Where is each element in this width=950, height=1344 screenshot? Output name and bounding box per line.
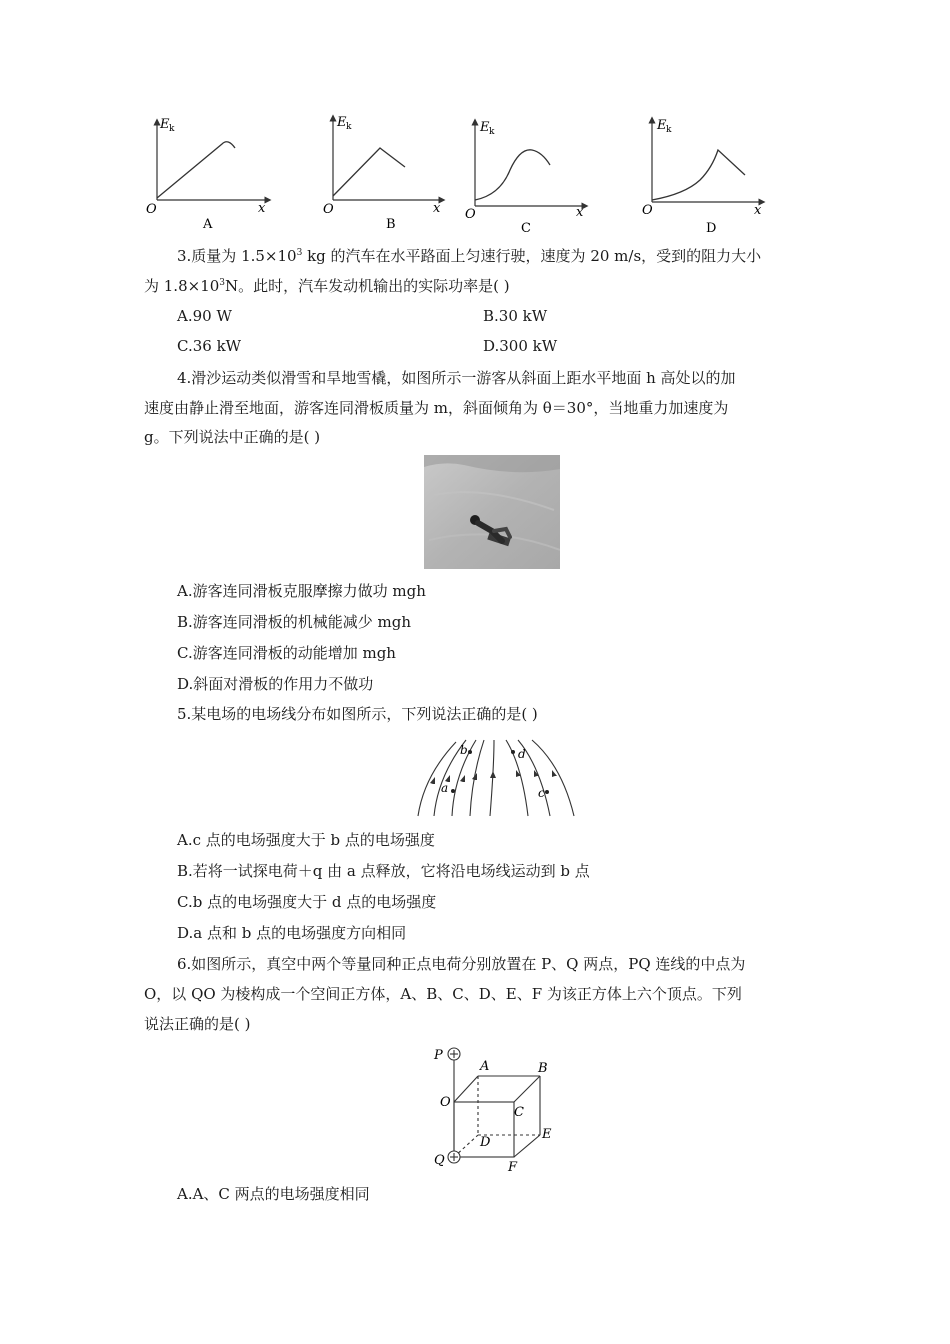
graph-c-origin: O bbox=[465, 207, 476, 222]
label-c-vertex: C bbox=[514, 1105, 524, 1120]
q3-line1-sup: 3 bbox=[296, 248, 303, 258]
graph-b-caption: B bbox=[386, 217, 396, 232]
label-p: P bbox=[434, 1048, 443, 1063]
label-e-vertex: E bbox=[542, 1127, 552, 1142]
label-a-vertex: A bbox=[480, 1059, 490, 1074]
graph-b-ysub: k bbox=[346, 122, 352, 132]
graph-b-origin: O bbox=[323, 202, 334, 217]
graph-d-ysub: k bbox=[666, 125, 672, 135]
graph-a-xlabel: x bbox=[258, 201, 266, 216]
q4-option-d: D.斜面对滑板的作用力不做功 bbox=[177, 675, 374, 693]
electric-field-lines-figure bbox=[412, 736, 584, 818]
graph-b-xlabel: x bbox=[433, 201, 441, 216]
q6-option-a: A.A、C 两点的电场强度相同 bbox=[177, 1185, 370, 1203]
point-a bbox=[451, 789, 455, 793]
graph-c-ysub: k bbox=[489, 127, 495, 137]
graph-d-xlabel: x bbox=[754, 203, 762, 218]
q3-option-d: D.300 kW bbox=[483, 337, 558, 355]
label-d: d bbox=[518, 747, 526, 761]
label-a: a bbox=[441, 781, 449, 795]
graph-a-origin: O bbox=[146, 202, 157, 217]
graph-a-ysub: k bbox=[169, 124, 175, 134]
label-b: b bbox=[460, 743, 468, 757]
graph-c-ylabel: E bbox=[480, 120, 490, 135]
point-c bbox=[545, 790, 549, 794]
q4-option-a: A.游客连同滑板克服摩擦力做功 mgh bbox=[177, 582, 426, 600]
q4-option-c: C.游客连同滑板的动能增加 mgh bbox=[177, 644, 396, 662]
graph-c-xlabel: x bbox=[576, 205, 584, 220]
label-b-vertex: B bbox=[538, 1061, 548, 1076]
ek-x-graphs-figure bbox=[140, 110, 780, 240]
q4-line-1: 4.滑沙运动类似滑雪和旱地雪橇，如图所示一游客从斜面上距水平地面 h 高处以的加 bbox=[177, 369, 736, 387]
graph-b bbox=[323, 115, 442, 232]
q4-line-3: g。下列说法中正确的是( ) bbox=[144, 428, 321, 446]
graph-d-caption: D bbox=[706, 221, 717, 236]
q3-line2-sup: 3 bbox=[219, 278, 226, 288]
graph-a bbox=[146, 117, 268, 232]
graph-d-origin: O bbox=[642, 203, 653, 218]
q3-option-c: C.36 kW bbox=[177, 337, 242, 355]
q4-option-b: B.游客连同滑板的机械能减少 mgh bbox=[177, 613, 412, 631]
q5-line-1: 5.某电场的电场线分布如图所示，下列说法正确的是( ) bbox=[177, 705, 538, 723]
charge-p bbox=[448, 1048, 460, 1060]
graph-d bbox=[642, 118, 762, 236]
q3-line2-pre: 为 1.8×10 bbox=[144, 277, 220, 295]
cube-charges-figure bbox=[430, 1040, 560, 1175]
q3-line-1 bbox=[177, 246, 761, 266]
q3-line-2 bbox=[144, 276, 510, 296]
q6-line-2: O，以 QO 为棱构成一个空间正方体，A、B、C、D、E、F 为该正方体上六个顶点。下列 bbox=[144, 985, 742, 1003]
graph-d-ylabel: E bbox=[657, 118, 667, 133]
q5-option-c: C.b 点的电场强度大于 d 点的电场强度 bbox=[177, 893, 437, 911]
q5-option-d: D.a 点和 b 点的电场强度方向相同 bbox=[177, 924, 407, 942]
q3-option-a: A.90 W bbox=[177, 307, 232, 325]
graph-c-caption: C bbox=[521, 221, 531, 236]
label-q: Q bbox=[434, 1153, 445, 1168]
q3-option-b: B.30 kW bbox=[483, 307, 548, 325]
q6-line-1: 6.如图所示，真空中两个等量同种正点电荷分别放置在 P、Q 两点，PQ 连线的中点为 bbox=[177, 955, 746, 973]
graph-c bbox=[465, 120, 585, 236]
q4-line-2: 速度由静止滑至地面，游客连同滑板质量为 m，斜面倾角为 θ＝30°，当地重力加速度为 bbox=[144, 399, 729, 417]
q6-line-3: 说法正确的是( ) bbox=[144, 1015, 251, 1033]
graph-a-ylabel: E bbox=[160, 117, 170, 132]
label-f-vertex: F bbox=[508, 1160, 518, 1175]
sand-sliding-photo bbox=[424, 455, 560, 569]
point-d bbox=[511, 750, 515, 754]
q3-line1-pre: 3.质量为 1.5×10 bbox=[177, 247, 297, 265]
label-o: O bbox=[440, 1095, 451, 1110]
graph-a-caption: A bbox=[203, 217, 213, 232]
point-b bbox=[468, 750, 472, 754]
label-c: c bbox=[538, 786, 545, 800]
q3-line2-post: N。此时，汽车发动机输出的实际功率是( ) bbox=[225, 277, 510, 295]
q3-line1-post: kg 的汽车在水平路面上匀速行驶，速度为 20 m/s，受到的阻力大小 bbox=[302, 247, 762, 265]
graph-b-ylabel: E bbox=[337, 115, 347, 130]
label-d-vertex: D bbox=[480, 1135, 491, 1150]
q5-option-b: B.若将一试探电荷＋q 由 a 点释放，它将沿电场线运动到 b 点 bbox=[177, 862, 590, 880]
q5-option-a: A.c 点的电场强度大于 b 点的电场强度 bbox=[177, 831, 435, 849]
charge-q bbox=[448, 1151, 460, 1163]
